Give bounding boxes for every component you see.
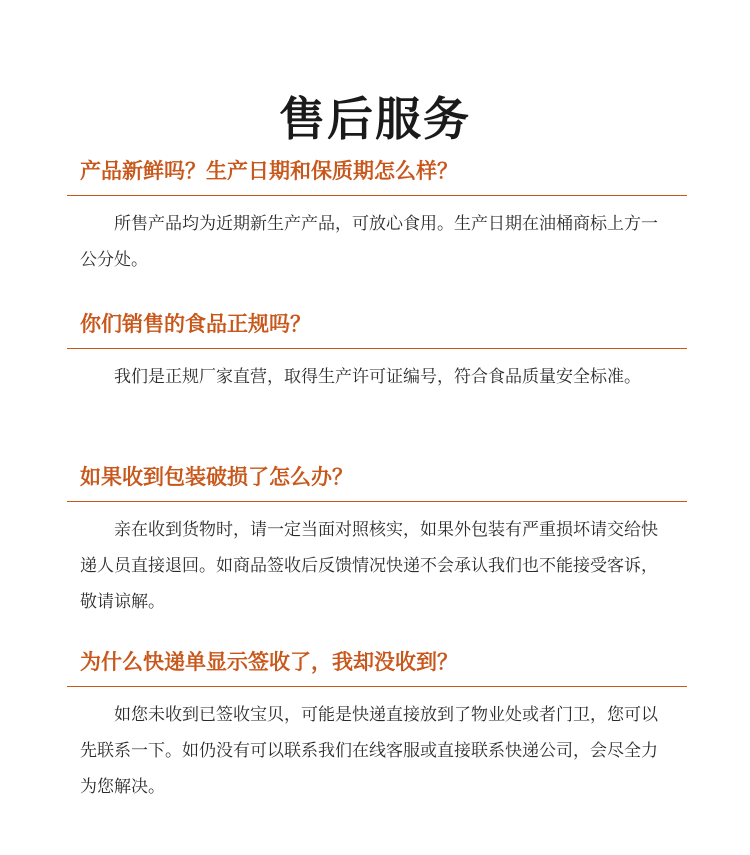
- faq-divider: [67, 501, 687, 502]
- faq-answer: 如您未收到已签收宝贝，可能是快递直接放到了物业处或者门卫，您可以先联系一下。如仍没有可以联系我们在线客服或直接联系快递公司，会尽全力为您解决。: [80, 705, 658, 797]
- faq-divider: [67, 195, 687, 196]
- faq-answer: 所售产品均为近期新生产产品，可放心食用。生产日期在油桶商标上方一公分处。: [80, 214, 658, 270]
- faq-divider: [67, 686, 687, 687]
- faq-question: 产品新鲜吗？生产日期和保质期怎么样？: [80, 159, 458, 183]
- faq-answer: 我们是正规厂家直营，取得生产许可证编号，符合食品质量安全标准。: [114, 367, 641, 387]
- faq-question: 你们销售的食品正规吗？: [80, 312, 311, 336]
- faq-question: 如果收到包装破损了怎么办？: [80, 465, 353, 489]
- faq-divider: [67, 348, 687, 349]
- faq-answer: 亲在收到货物时，请一定当面对照核实，如果外包装有严重损坏请交给快递人员直接退回。如商品签收后反馈情况快递不会承认我们也不能接受客诉，敬请谅解。: [80, 520, 658, 612]
- faq-question: 为什么快递单显示签收了，我却没收到？: [80, 650, 458, 674]
- page-title: 售后服务: [279, 91, 471, 146]
